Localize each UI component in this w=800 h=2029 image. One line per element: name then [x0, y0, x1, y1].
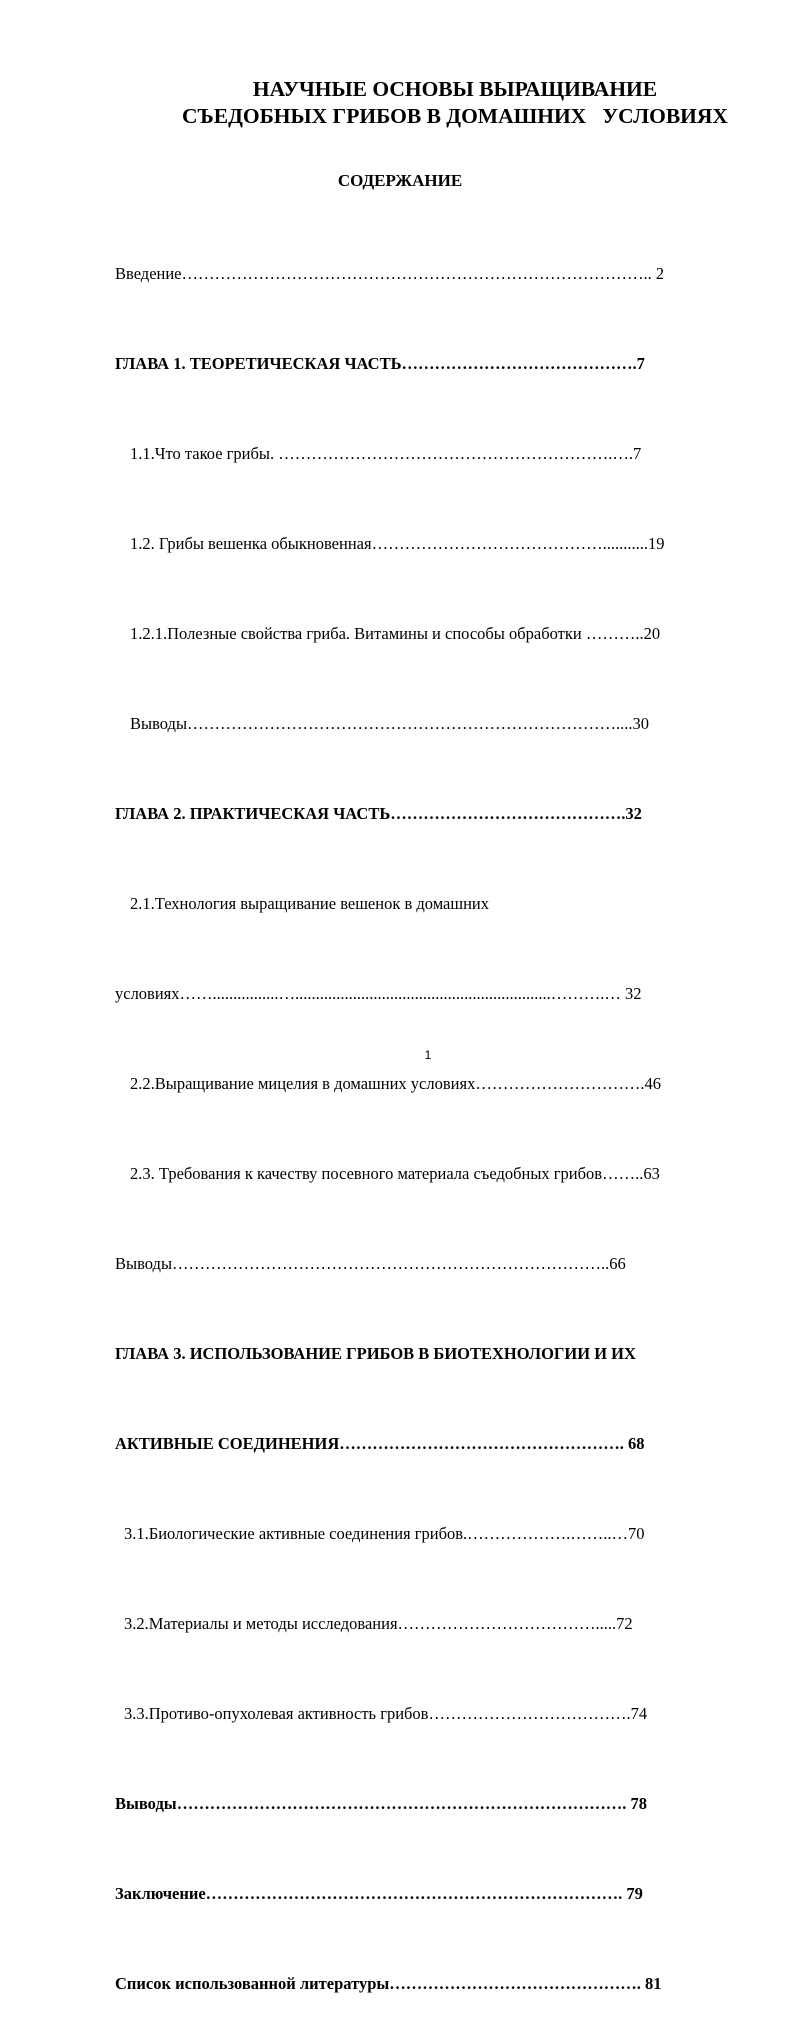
toc-entry-2-3: 2.3. Требования к качеству посевного материала съедобных грибов……..63	[130, 1164, 660, 1183]
toc-entry-1-2-1: 1.2.1.Полезные свойства гриба. Витамины и способы обработки ………..20	[130, 624, 661, 643]
toc-entry-chapter-1-conclusions: Выводы……………………………………………………………………....30	[130, 714, 650, 733]
toc-entry-chapter-3-continued: АКТИВНЫЕ СОЕДИНЕНИЯ……………………………………………. 68	[115, 1434, 645, 1453]
toc-entry-1-2: 1.2. Грибы вешенка обыкновенная……………………………………...........19	[130, 534, 665, 553]
page-number: 1	[424, 1048, 432, 1062]
toc-entry-2-2: 2.2.Выращивание мицелия в домашних условиях………………………….46	[130, 1074, 661, 1093]
toc-entry-introduction: Введение………………………………………………………………………….. 2	[115, 264, 665, 283]
toc-entry-chapter-3: ГЛАВА 3. ИСПОЛЬЗОВАНИЕ ГРИБОВ В БИОТЕХНОЛОГИИ И ИХ	[115, 1344, 636, 1363]
toc-entry-final-conclusion: Заключение…………………………………………………………………. 79	[115, 1884, 643, 1903]
toc-entry-2-1-continued: условиях……................…..............................................................……….… 32	[115, 984, 642, 1003]
toc-entry-3-3: 3.3.Противо-опухолевая активность грибов……………………………….74	[124, 1704, 648, 1723]
toc-entry-3-1: 3.1.Биологические активные соединения грибов.……………….……..…70	[124, 1524, 645, 1543]
toc-entry-1-1: 1.1.Что такое грибы. …………………………………………………….….7	[130, 444, 642, 463]
toc-entry-3-2: 3.2.Материалы и методы исследования……………………………….....72	[124, 1614, 633, 1633]
toc-entry-2-1: 2.1.Технология выращивание вешенок в домашних	[130, 894, 489, 913]
table-of-contents	[115, 199, 755, 2029]
toc-heading: СОДЕРЖАНИЕ	[337, 171, 463, 190]
title-line-2: СЪЕДОБНЫХ ГРИБОВ В ДОМАШНИХ УСЛОВИЯХ	[182, 104, 728, 128]
document-title	[60, 76, 800, 130]
toc-entry-chapter-2: ГЛАВА 2. ПРАКТИЧЕСКАЯ ЧАСТЬ…………………………………….32	[115, 804, 642, 823]
toc-entry-conclusions: Выводы………………………………………………………………………. 78	[115, 1794, 647, 1813]
toc-entry-chapter-1: ГЛАВА 1. ТЕОРЕТИЧЕСКАЯ ЧАСТЬ…………………………………….7	[115, 354, 645, 373]
title-line-1: НАУЧНЫЕ ОСНОВЫ ВЫРАЩИВАНИЕ	[252, 77, 658, 101]
toc-entry-chapter-2-conclusions: Выводы……………………………………………………………………..66	[115, 1254, 626, 1273]
toc-entry-references: Список использованной литературы………………………………………. 81	[115, 1974, 662, 1993]
